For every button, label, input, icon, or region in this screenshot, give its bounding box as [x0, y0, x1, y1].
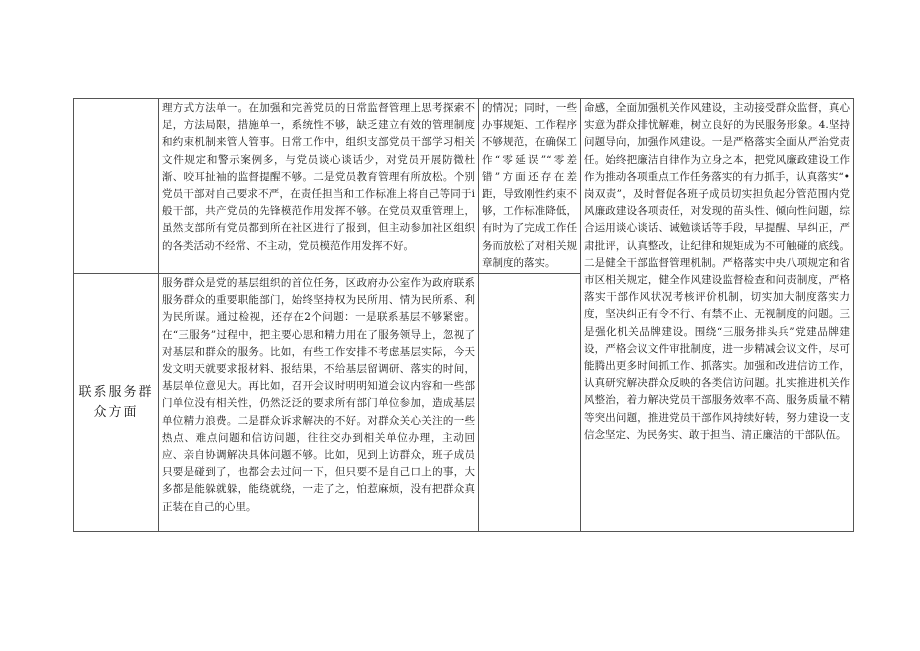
row-label-cell [74, 274, 159, 532]
cause-cell [479, 99, 581, 274]
problem-text: 理方式方法单一。在加强和完善党员的日常监督管理上思考探索不足，方法局限，措施单一，系统性不够，缺乏建立有效的管理制度和约束机制来管人管事。日常工作中，组织支部党员干部学习相关文件规定和警示案例多，与党员谈心谈话少，对党员开展防微杜渐、咬耳扯袖的监督提醒不够。二是党员教育管理有所放松。个别党员干部对自己要求不严，在责任担当和工作标准上将自己等同于ⅰ般干部，共产党员的先锋模范作用发挥不够。在党员双重管理上，虽然支部所有党员都到所在社区进行了报到，但主动参加社区组织的各类活动不经常、不主动，党员模范作用发挥不好。 [162, 102, 475, 252]
row-label: 联系服务群众方面 [78, 384, 154, 420]
table-row [74, 99, 854, 274]
problem-text: 服务群众是党的基层组织的首位任务，区政府办公室作为政府联系服务群众的重要职能部门，始终坚持权为民所用、情为民所系、利为民所谋。通过检视，还存在2个问题：一是联系基层不够紧密。在“三服务”过程中，把主要心思和精力用在了服务领导上，忽视了对基层和群众的服务。比如，有些工作安排不考虑基层实际，今天发文明天就要求报材料、报结果，不给基层留调研、落实的时间，基层单位意见大。再比如，召开会议时明明知道会议内容和一些部门单位没有相关性，仍然泛泛的要求所有部门单位参加，造成基层单位精力浪费。二是群众诉求解决的不好。对群众关心关注的一些热点、难点问题和信访问题，往往交办到相关单位办理，主动回应、亲自协调解决具体问题不够。比如，见到上访群众，班子成员只要是碰到了，也都会去过问一下，但只要不是自己口上的事，大多都是能躲就躲，能绕就绕，一走了之，怕惹麻烦，没有把群众真正装在自己的心里。 [162, 277, 475, 513]
row-label-cell [74, 99, 159, 274]
measures-cell [581, 99, 854, 532]
document-table [73, 98, 854, 532]
measures-text: 命感，全面加强机关作风建设，主动接受群众监督，真心实意为群众排忧解难，树立良好的为民服务形象。4.坚持问题导向，加强作风建设。一是严格落实全面从严治党责任。始终把廉洁自律作为立身之本，把党风廉政建设工作作为推动各项重点工作任务落实的有力抓手，认真落实“•岗双责”，及时督促各班子成员切实担负起分管范围内党风廉政建设各项责任，对发现的苗头性、倾向性问题，综合运用谈心谈话、诫勉谈话等手段，早提醒、早纠正，严肃批评，认真整改，让纪律和规矩成为不可触碰的底线。二是健全干部监督管理机制。严格落实中央八项规定和省市区相关规定，健全作风建设监督检查和问责制度，严格落实干部作风状况考核评价机制，切实加大制度落实力度，坚决纠正有令不行、有禁不止、无视制度的问题。三是强化机关品牌建设。围绕“三服务排头兵”党建品牌建设，严格会议文件审批制度，进一步精减会议文件，尽可能腾出更多时间抓工作、抓落实。加强和改进信访工作，认真研究解决群众反映的各类信访问题。扎实推进机关作风整治，着力解决党员干部服务效率不高、服务质量不精等突出问题，推进党员干部作风持续好转，努力建设一支信念坚定、为民务实、敢于担当、清正廉洁的干部队伍。 [584, 102, 850, 441]
cause-text: 的情况；同时，一些办事规矩、工作程序不够规范，在确保工作“零延误”“零差错”方面还存在差距，导致刚性约束不够，工作标准降低，有时为了完成工作任务而放松了对相关规章制度的落实。 [482, 102, 577, 269]
cause-cell [479, 274, 581, 532]
problem-cell [159, 99, 479, 274]
problem-cell [159, 274, 479, 532]
